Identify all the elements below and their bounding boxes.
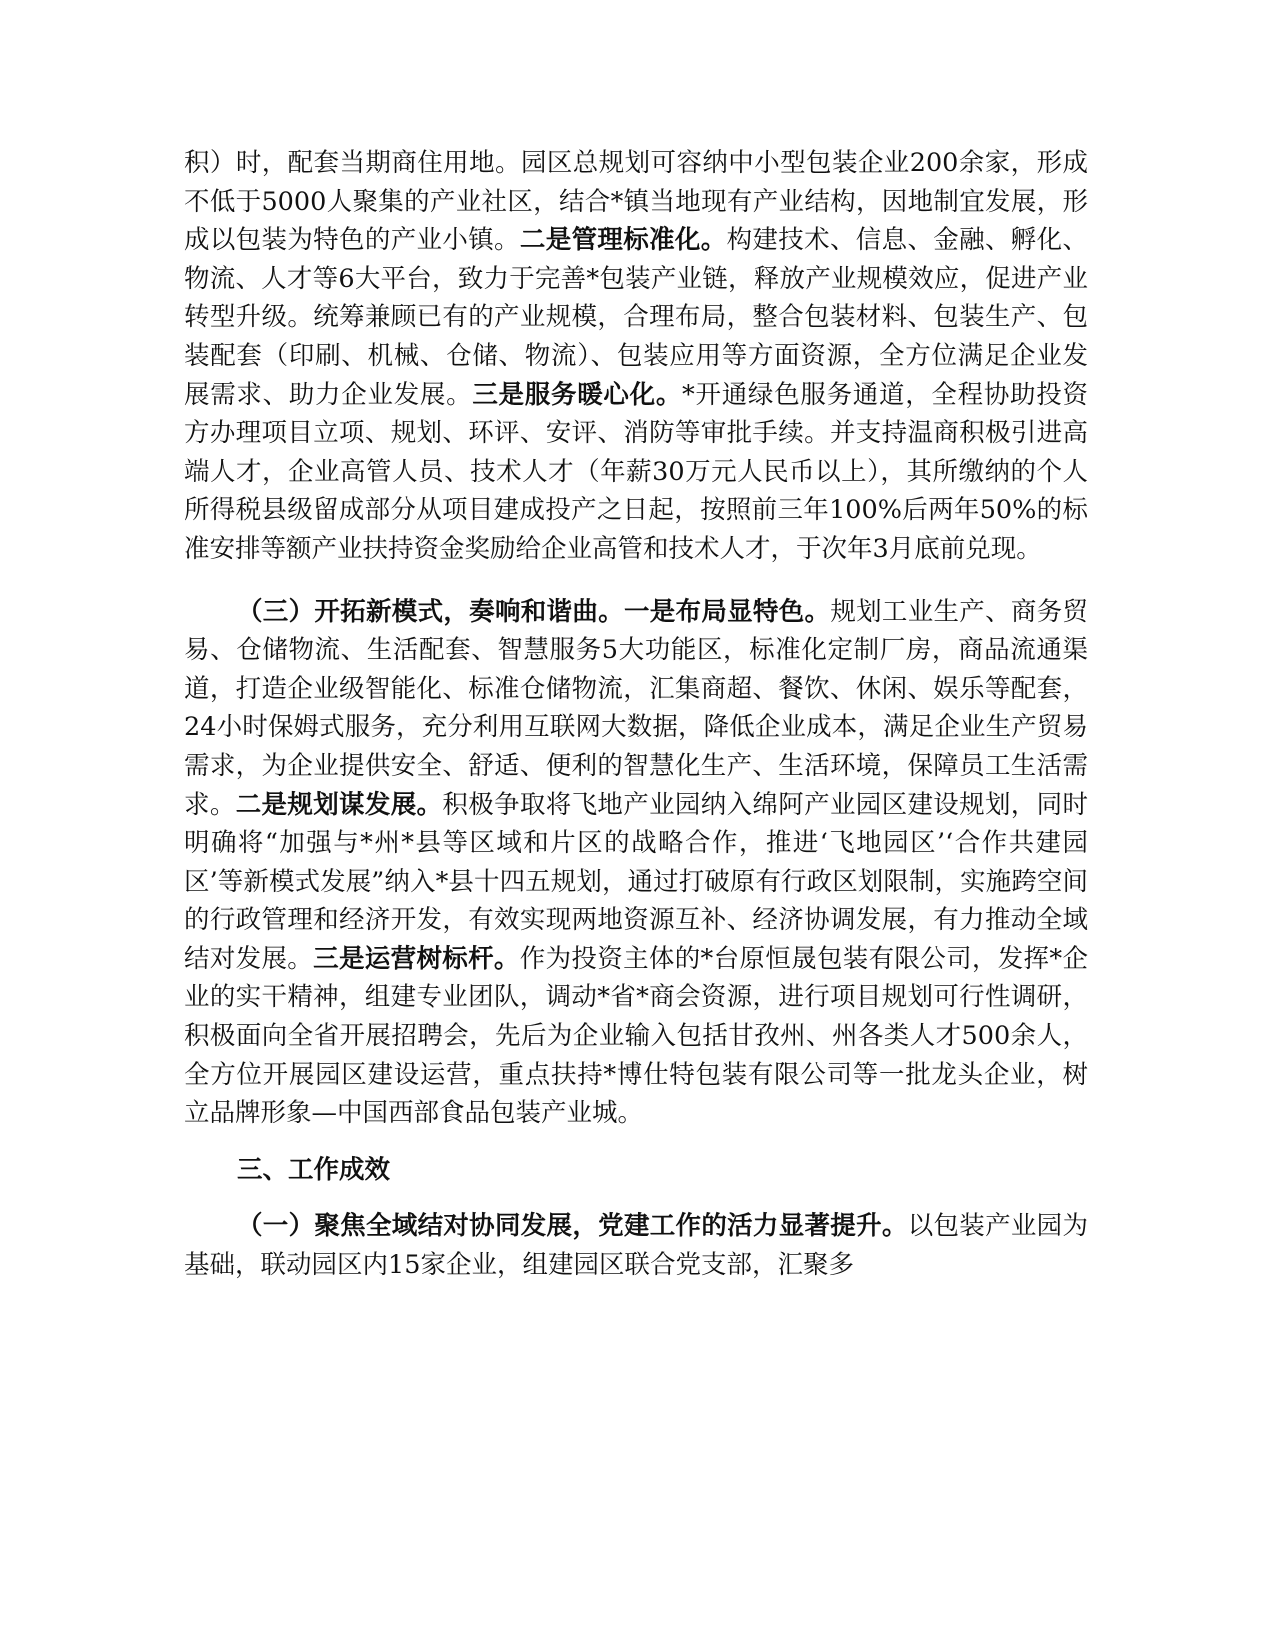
bold-run: 二是规划谋发展。: [235, 789, 443, 820]
paragraph-new-model: [184, 593, 1088, 1133]
text-run: 规划工业生产、商务贸易、仓储物流、生活配套、智慧服务5大功能区，标准化定制厂房，商品流通渠道，打造企业级智能化、标准仓储物流，汇集商超、餐饮、休闲、娱乐等配套，24小时保姆式服务，充分利用互联网大数据，降低企业成本，满足企业生产贸易需求，为企业提供安全、舒适、便利的智慧化生产、生活环境，保障员工生活需求。: [184, 596, 1088, 820]
bold-run: 三是服务暖心化。: [472, 379, 683, 410]
text-run: 作为投资主体的*台原恒晟包装有限公司，发挥*企业的实干精神，组建专业团队，调动*省*商会资源，进行项目规划可行性调研，积极面向全省开展招聘会，先后为企业输入包括甘孜州、州各类人才500余人，全方位开展园区建设运营，重点扶持*博仕特包装有限公司等一批龙头企业，树立品牌形象—中国西部食品包装产业城。: [184, 943, 1088, 1129]
bold-run: （三）开拓新模式，奏响和谐曲。一是布局显特色。: [237, 596, 831, 627]
text-run: 以包装产业园为基础，联动园区内15家企业，组建园区联合党支部，汇聚多: [184, 1211, 1088, 1281]
bold-run: 二是管理标准化。: [519, 225, 727, 256]
text-run: 构建技术、信息、金融、孵化、物流、人才等6大平台，致力于完善*包装产业链，释放产业规模效应，促进产业转型升级。统筹兼顾已有的产业规模，合理布局，整合包装材料、包装生产、包装配套（印刷、机械、仓储、物流）、包装应用等方面资源，全方位满足企业发展需求、助力企业发展。: [184, 225, 1088, 410]
text-run: *开通绿色服务通道，全程协助投资方办理项目立项、规划、环评、安评、消防等审批手续。并支持温商积极引进高端人才，企业高管人员、技术人才（年薪30万元人民币以上），其所缴纳的个人所得税县级留成部分从项目建成投产之日起，按照前三年100%后两年50%的标准安排等额产业扶持资金奖励给企业高管和技术人才，于次年3月底前兑现。: [184, 379, 1088, 564]
paragraph-results: [184, 1207, 1088, 1284]
text-run: 积）时，配套当期商住用地。园区总规划可容纳中小型包装企业200余家，形成不低于5000人聚集的产业社区，结合*镇当地现有产业结构，因地制宜发展，形成以包装为特色的产业小镇。: [184, 148, 1088, 256]
bold-run: 三是运营树标杆。: [313, 943, 520, 974]
bold-run: （一）聚焦全域结对协同发展，党建工作的活力显著提升。: [237, 1211, 908, 1242]
heading-text: 三、工作成效: [237, 1154, 391, 1185]
section-heading: [184, 1151, 1088, 1190]
paragraph-continuation: [184, 144, 1088, 569]
text-run: 积极争取将飞地产业园纳入绵阿产业园区建设规划，同时明确将“加强与*州*县等区域和片区的战略合作，推进‘飞地园区’‘合作共建园区’等新模式发展”纳入*县十四五规划，通过打破原有行政区划限制，实施跨空间的行政管理和经济开发，有效实现两地资源互补、经济协调发展，有力推动全域结对发展。: [184, 789, 1088, 974]
document-body: [184, 144, 1088, 1285]
